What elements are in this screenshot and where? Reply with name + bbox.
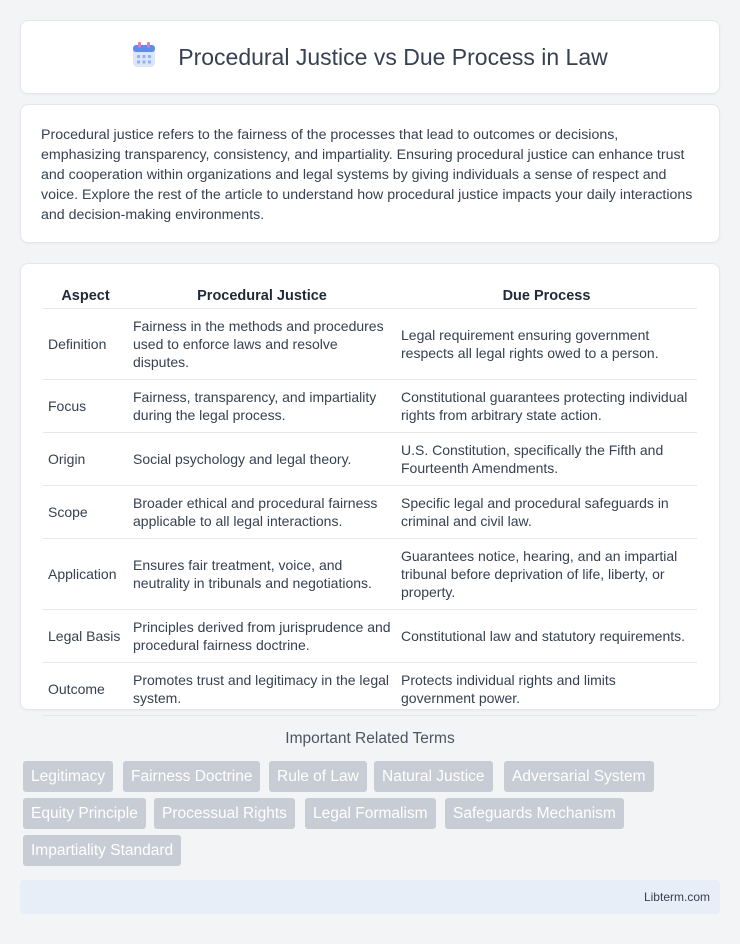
page-title: Procedural Justice vs Due Process in Law xyxy=(178,43,608,70)
tag-safeguards-mechanism[interactable]: Safeguards Mechanism xyxy=(445,798,624,829)
tag-fairness-doctrine[interactable]: Fairness Doctrine xyxy=(123,761,260,792)
procedural-justice-cell: Ensures fair treatment, voice, and neutrality in tribunals and negotiations. xyxy=(128,538,396,609)
intro-paragraph: Procedural justice refers to the fairness of the processes that lead to outcomes or decisions, emphasizing transparency, consistency, and impartiality. Ensuring procedural justice can enhance trust and cooperation within organizations and legal systems by giving individuals a sense of respect and voice. Explore the rest of the article to understand how procedural justice impacts your daily interactions and decision-making environments. xyxy=(41,127,693,223)
footer xyxy=(20,880,720,914)
due-process-cell: Constitutional guarantees protecting individual rights from arbitrary state action. xyxy=(396,379,697,432)
header-procedural-justice: Procedural Justice xyxy=(128,284,396,308)
table-row xyxy=(43,379,697,432)
intro-card xyxy=(20,104,720,243)
table-row xyxy=(43,432,697,485)
tag-rule-of-law[interactable]: Rule of Law xyxy=(269,761,367,792)
aspect-cell: Application xyxy=(43,538,128,609)
due-process-cell: Legal requirement ensuring government respects all legal rights owed to a person. xyxy=(396,308,697,379)
due-process-cell: Specific legal and procedural safeguards in criminal and civil law. xyxy=(396,485,697,538)
calendar-grid-icon xyxy=(132,42,156,73)
footer-site-link[interactable]: Libterm.com xyxy=(643,890,710,904)
due-process-cell: Constitutional law and statutory requirements. xyxy=(396,609,697,662)
table-row xyxy=(43,485,697,538)
table-header-row xyxy=(43,284,697,308)
tag-impartiality-standard[interactable]: Impartiality Standard xyxy=(23,835,181,866)
header-aspect: Aspect xyxy=(43,284,128,308)
aspect-cell: Focus xyxy=(43,379,128,432)
procedural-justice-cell: Fairness in the methods and procedures used to enforce laws and resolve disputes. xyxy=(128,308,396,379)
header-due-process: Due Process xyxy=(396,284,697,308)
aspect-cell: Origin xyxy=(43,432,128,485)
tag-legitimacy[interactable]: Legitimacy xyxy=(23,761,113,792)
related-terms-title: Important Related Terms xyxy=(285,730,455,747)
tag-natural-justice[interactable]: Natural Justice xyxy=(374,761,493,792)
procedural-justice-cell: Social psychology and legal theory. xyxy=(128,432,396,485)
table-row xyxy=(43,308,697,379)
aspect-cell: Legal Basis xyxy=(43,609,128,662)
table-row xyxy=(43,609,697,662)
aspect-cell: Outcome xyxy=(43,662,128,715)
procedural-justice-cell: Broader ethical and procedural fairness applicable to all legal interactions. xyxy=(128,485,396,538)
comparison-table-card xyxy=(20,263,720,710)
procedural-justice-cell: Principles derived from jurisprudence and procedural fairness doctrine. xyxy=(128,609,396,662)
procedural-justice-cell: Promotes trust and legitimacy in the legal system. xyxy=(128,662,396,715)
tag-equity-principle[interactable]: Equity Principle xyxy=(23,798,146,829)
tag-adversarial-system[interactable]: Adversarial System xyxy=(504,761,654,792)
table-row xyxy=(43,662,697,715)
comparison-table xyxy=(43,284,697,716)
procedural-justice-cell: Fairness, transparency, and impartiality during the legal process. xyxy=(128,379,396,432)
tag-legal-formalism[interactable]: Legal Formalism xyxy=(305,798,436,829)
aspect-cell: Definition xyxy=(43,308,128,379)
table-row xyxy=(43,538,697,609)
header-card xyxy=(20,20,720,94)
due-process-cell: Guarantees notice, hearing, and an impartial tribunal before deprivation of life, liberty, or property. xyxy=(396,538,697,609)
tag-processual-rights[interactable]: Processual Rights xyxy=(154,798,295,829)
due-process-cell: Protects individual rights and limits government power. xyxy=(396,662,697,715)
due-process-cell: U.S. Constitution, specifically the Fifth and Fourteenth Amendments. xyxy=(396,432,697,485)
aspect-cell: Scope xyxy=(43,485,128,538)
